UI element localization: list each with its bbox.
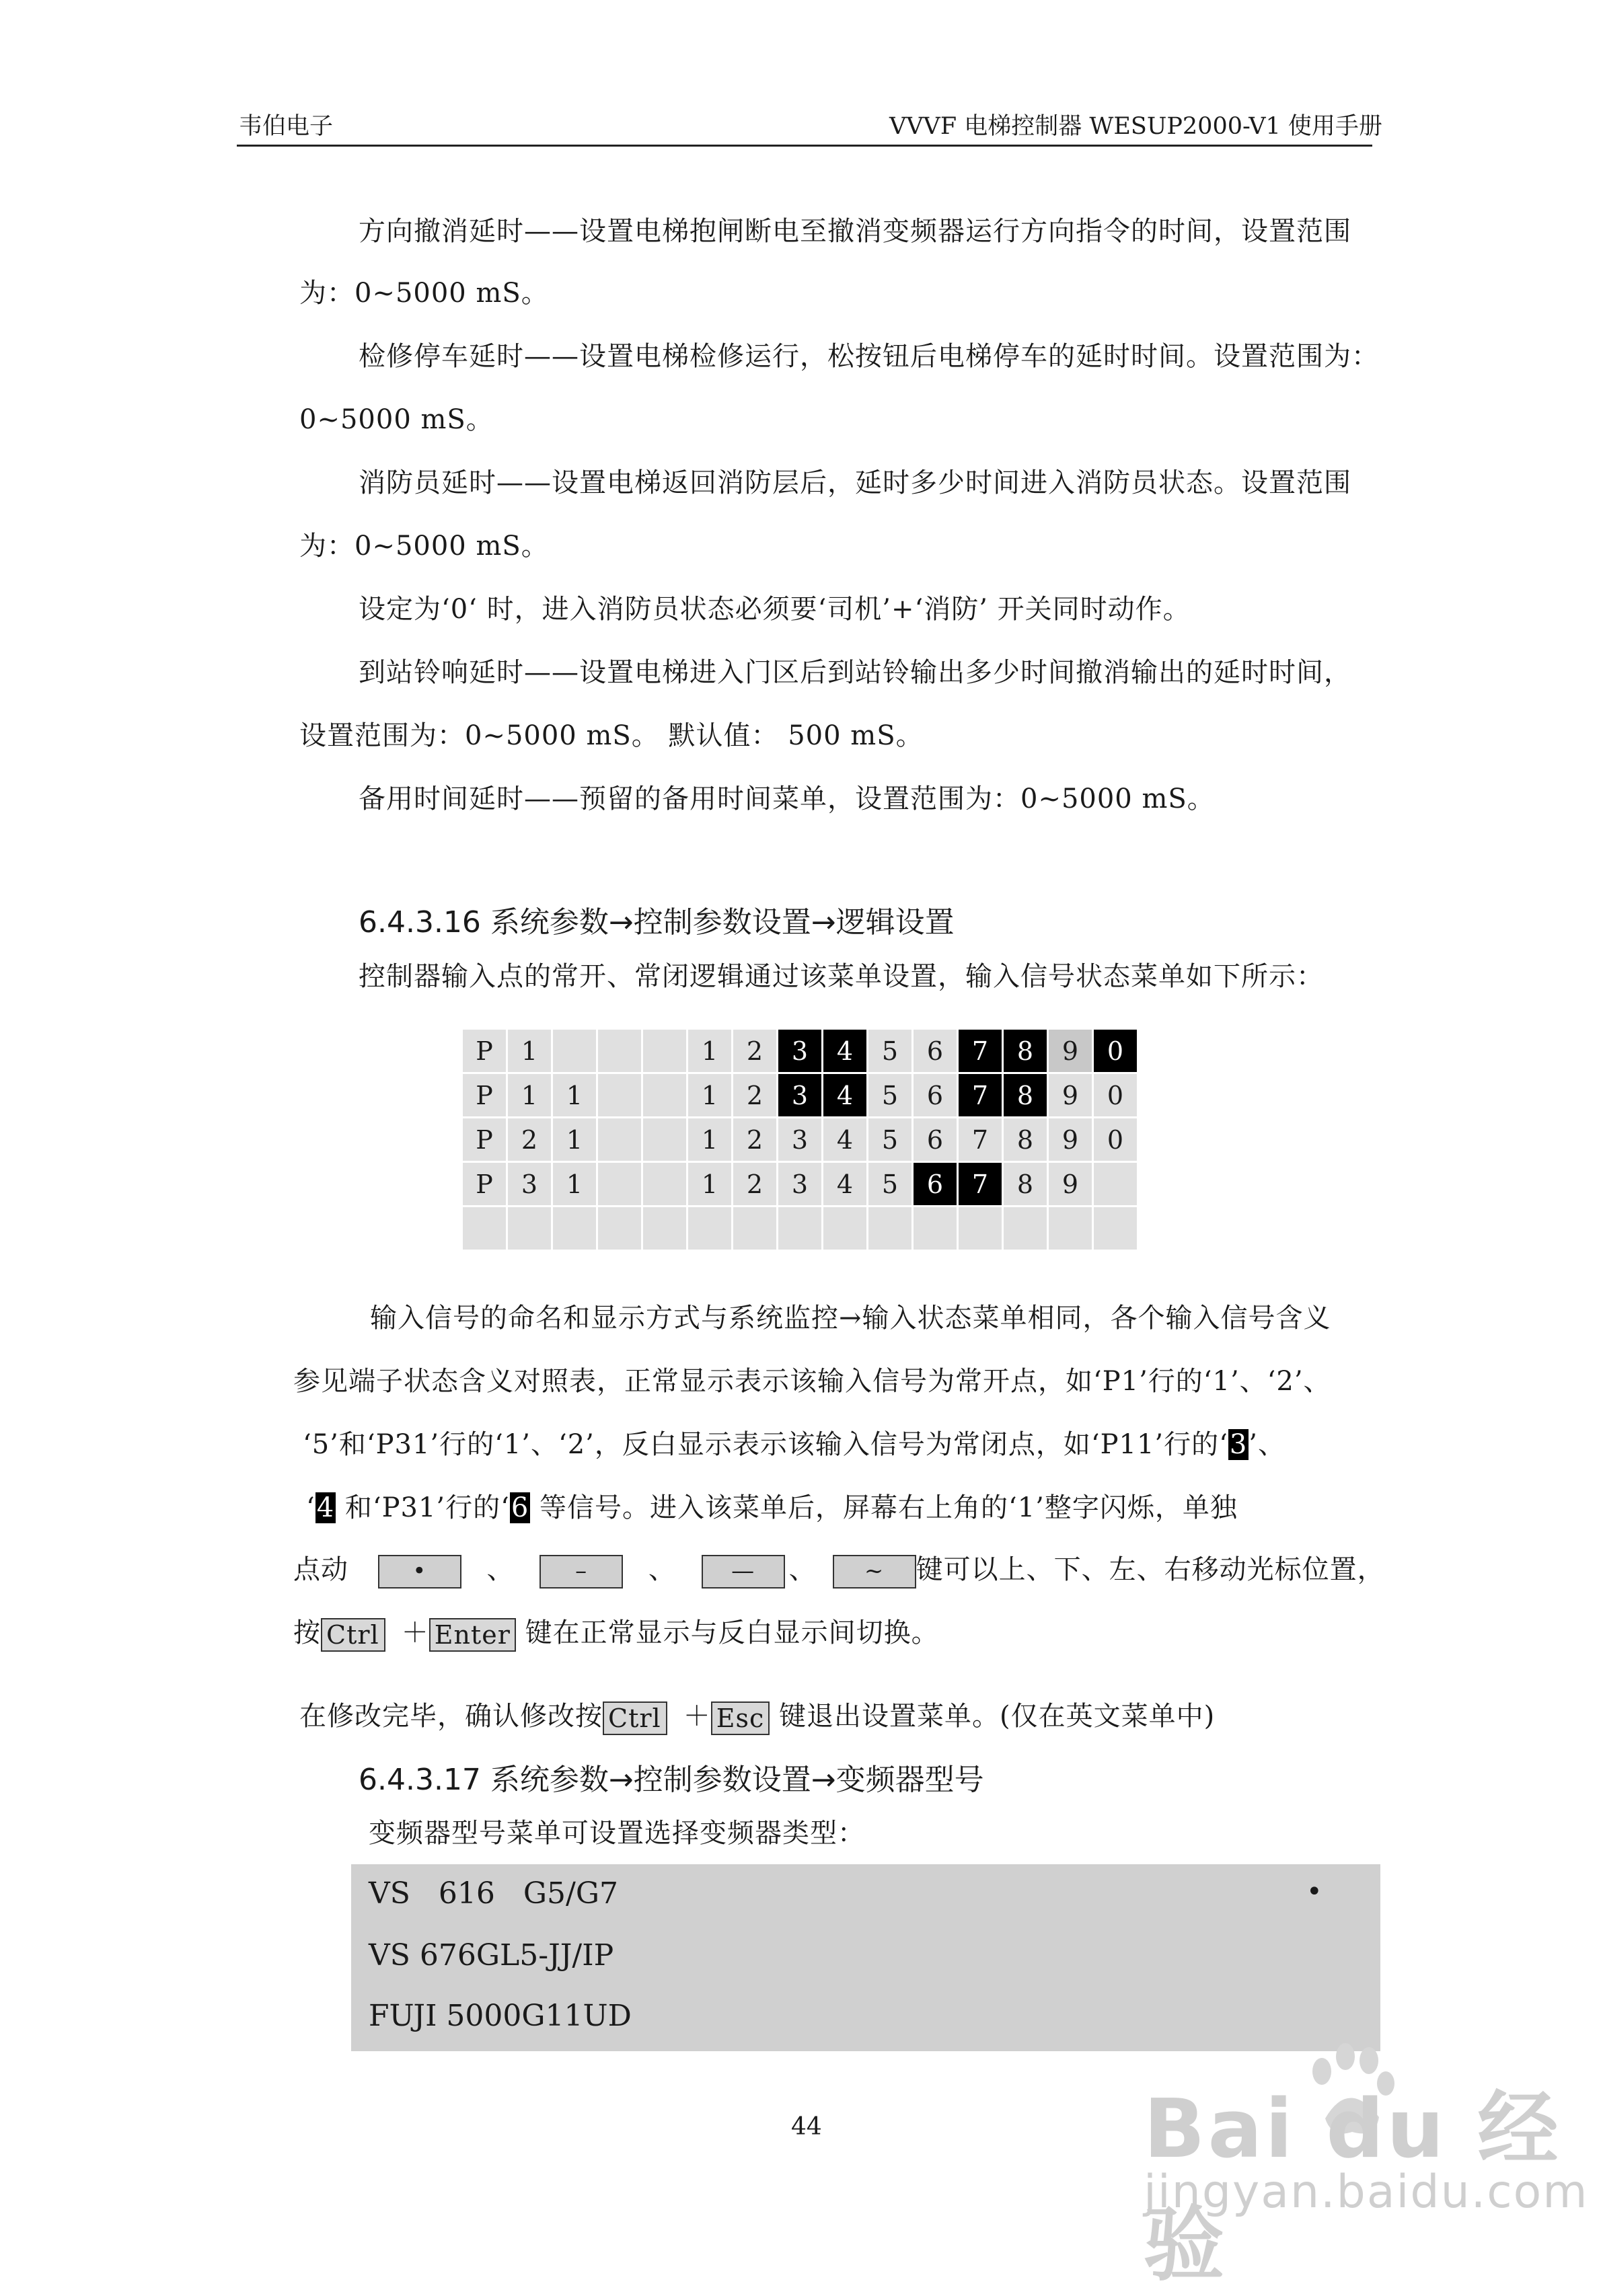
signal-cell: P bbox=[462, 1029, 507, 1073]
signal-cell: 0 bbox=[1093, 1073, 1138, 1118]
signal-cell: 3 bbox=[778, 1162, 823, 1207]
signal-row bbox=[462, 1118, 1138, 1162]
signal-cell: 1 bbox=[507, 1029, 552, 1073]
explain-line-7-end: 键退出设置菜单。(仅在英文菜单中) bbox=[770, 1701, 1216, 1732]
section-intro-logic: 控制器输入点的常开、常闭逻辑通过该菜单设置，输入信号状态菜单如下所示： bbox=[359, 961, 1324, 992]
signal-cell: 4 bbox=[823, 1118, 868, 1162]
paragraph-fireman-delay-range: 为：0~5000 mS。 bbox=[299, 531, 549, 562]
signal-cell: 8 bbox=[1003, 1073, 1048, 1118]
inverter-option-vs616[interactable]: VS 616 G5/G7 bbox=[369, 1876, 618, 1911]
watermark-brand: Bai du 经验 bbox=[1144, 2083, 1561, 2292]
page-number: 44 bbox=[791, 2113, 822, 2141]
signal-cell: 1 bbox=[552, 1162, 597, 1207]
inverter-option-vs676[interactable]: VS 676GL5-JJ/IP bbox=[369, 1938, 614, 1973]
section-title-logic: 6.4.3.16 系统参数→控制参数设置→逻辑设置 bbox=[359, 905, 955, 940]
signal-cell: 8 bbox=[1003, 1029, 1048, 1073]
signal-cell: 1 bbox=[552, 1118, 597, 1162]
explain-line-6-end: 键在正常显示与反白显示间切换。 bbox=[515, 1617, 939, 1648]
signal-row bbox=[462, 1029, 1138, 1073]
signal-cell: 1 bbox=[687, 1118, 733, 1162]
explain-line-5-text: 点动 bbox=[293, 1554, 348, 1585]
signal-cell: 5 bbox=[868, 1162, 913, 1207]
plus-sign: ＋ bbox=[401, 1617, 429, 1648]
section-intro-inverter: 变频器型号菜单可设置选择变频器类型： bbox=[369, 1818, 865, 1849]
paragraph-spare-delay: 备用时间延时——预留的备用时间菜单，设置范围为：0~5000 mS。 bbox=[359, 783, 1215, 814]
paragraph-inspection-delay-range: 0~5000 mS。 bbox=[299, 404, 494, 435]
explain-line-6 bbox=[293, 1611, 939, 1652]
header-divider bbox=[237, 145, 1372, 147]
paragraph-direction-delay-range: 为：0~5000 mS。 bbox=[299, 278, 549, 309]
explain-line-7 bbox=[299, 1695, 1215, 1735]
plus-sign: ＋ bbox=[683, 1701, 711, 1732]
signal-cell bbox=[778, 1207, 823, 1251]
paragraph-inspection-delay: 检修停车延时——设置电梯检修运行，松按钮后电梯停车的延时时间。设置范围为： bbox=[359, 341, 1379, 372]
signal-cell: 1 bbox=[507, 1073, 552, 1118]
right-key[interactable]: ~ bbox=[833, 1555, 916, 1589]
signal-cell bbox=[552, 1029, 597, 1073]
signal-cell: P bbox=[462, 1118, 507, 1162]
signal-cell: 6 bbox=[913, 1073, 958, 1118]
signal-cell bbox=[823, 1207, 868, 1251]
input-signal-table bbox=[461, 1028, 1139, 1252]
explain-line-4-end: 等信号。进入该菜单后，屏幕右上角的‘1’整字闪烁，单独 bbox=[530, 1492, 1238, 1523]
signal-cell: 7 bbox=[958, 1118, 1003, 1162]
signal-cell bbox=[642, 1118, 687, 1162]
signal-cell: 7 bbox=[958, 1029, 1003, 1073]
inverted-signal-3: 3 bbox=[1229, 1429, 1248, 1460]
signal-cell bbox=[552, 1207, 597, 1251]
inverter-option-fuji[interactable]: FUJI 5000G11UD bbox=[369, 1999, 632, 2033]
signal-cell: 9 bbox=[1048, 1029, 1093, 1073]
signal-cell bbox=[642, 1162, 687, 1207]
explain-line-3 bbox=[303, 1423, 1286, 1461]
signal-cell bbox=[597, 1207, 642, 1251]
signal-cell: 1 bbox=[687, 1073, 733, 1118]
up-key[interactable]: • bbox=[378, 1555, 461, 1589]
signal-cell: 5 bbox=[868, 1029, 913, 1073]
signal-cell: 4 bbox=[823, 1162, 868, 1207]
separator: 、 bbox=[486, 1554, 515, 1585]
signal-cell: 3 bbox=[778, 1029, 823, 1073]
explain-line-3-end: ’、 bbox=[1249, 1429, 1286, 1460]
paragraph-fireman-zero: 设定为‘0‘ 时，进入消防员状态必须要‘司机’+‘消防’ 开关同时动作。 bbox=[359, 594, 1191, 625]
signal-cell: 7 bbox=[958, 1162, 1003, 1207]
signal-cell: 2 bbox=[507, 1118, 552, 1162]
left-key[interactable]: — bbox=[702, 1555, 785, 1589]
header-left: 韦伯电子 bbox=[239, 113, 334, 140]
signal-cell: 0 bbox=[1093, 1118, 1138, 1162]
explain-line-4-mid: 和‘P31’行的‘ bbox=[336, 1492, 510, 1523]
ctrl-key[interactable]: Ctrl bbox=[603, 1701, 667, 1735]
signal-cell: 5 bbox=[868, 1073, 913, 1118]
paragraph-fireman-delay: 消防员延时——设置电梯返回消防层后，延时多少时间进入消防员状态。设置范围 bbox=[359, 467, 1351, 498]
enter-key[interactable]: Enter bbox=[429, 1618, 516, 1652]
signal-cell: 9 bbox=[1048, 1118, 1093, 1162]
inverter-menu bbox=[351, 1864, 1380, 2051]
explain-line-6-text: 按 bbox=[293, 1617, 321, 1648]
inverted-signal-6: 6 bbox=[511, 1492, 529, 1523]
signal-cell bbox=[1048, 1207, 1093, 1251]
signal-cell: 6 bbox=[913, 1162, 958, 1207]
signal-cell bbox=[597, 1073, 642, 1118]
signal-cell: 3 bbox=[778, 1073, 823, 1118]
signal-row bbox=[462, 1162, 1138, 1207]
signal-cell: 2 bbox=[733, 1118, 778, 1162]
signal-cell: 2 bbox=[733, 1162, 778, 1207]
signal-cell bbox=[642, 1029, 687, 1073]
signal-cell bbox=[642, 1207, 687, 1251]
signal-row bbox=[462, 1207, 1138, 1251]
signal-cell bbox=[1093, 1207, 1138, 1251]
separator: 、 bbox=[648, 1554, 676, 1585]
signal-cell: 8 bbox=[1003, 1118, 1048, 1162]
esc-key[interactable]: Esc bbox=[711, 1701, 770, 1735]
signal-cell: 1 bbox=[687, 1029, 733, 1073]
signal-cell: 2 bbox=[733, 1073, 778, 1118]
down-key[interactable]: – bbox=[539, 1555, 623, 1589]
ctrl-key[interactable]: Ctrl bbox=[321, 1618, 385, 1652]
signal-cell bbox=[868, 1207, 913, 1251]
explain-line-3-text: ‘5’和‘P31’行的‘1’、‘2’，反白显示表示该输入信号为常闭点，如‘P11’行的‘ bbox=[303, 1429, 1228, 1460]
signal-cell: 4 bbox=[823, 1029, 868, 1073]
signal-cell bbox=[958, 1207, 1003, 1251]
section-title-inverter: 6.4.3.17 系统参数→控制参数设置→变频器型号 bbox=[359, 1763, 984, 1797]
signal-cell bbox=[507, 1207, 552, 1251]
signal-cell: 3 bbox=[507, 1162, 552, 1207]
signal-cell bbox=[913, 1207, 958, 1251]
signal-cell: P bbox=[462, 1073, 507, 1118]
signal-cell bbox=[597, 1029, 642, 1073]
signal-cell bbox=[1093, 1162, 1138, 1207]
inverted-signal-4: 4 bbox=[316, 1492, 335, 1523]
signal-cell: P bbox=[462, 1162, 507, 1207]
explain-line-4 bbox=[306, 1486, 1238, 1525]
signal-cell: 0 bbox=[1093, 1029, 1138, 1073]
menu-cursor-dot: • bbox=[1306, 1876, 1323, 1907]
signal-cell: 4 bbox=[823, 1073, 868, 1118]
signal-cell: 6 bbox=[913, 1029, 958, 1073]
signal-cell: 1 bbox=[552, 1073, 597, 1118]
signal-row bbox=[462, 1073, 1138, 1118]
explain-line-1: 输入信号的命名和显示方式与系统监控→输入状态菜单相同，各个输入信号含义 bbox=[370, 1303, 1331, 1334]
watermark-url: jingyan.baidu.com bbox=[1144, 2166, 1589, 2219]
signal-cell bbox=[642, 1073, 687, 1118]
signal-cell bbox=[733, 1207, 778, 1251]
signal-cell: 1 bbox=[687, 1162, 733, 1207]
paragraph-direction-delay: 方向撤消延时——设置电梯抱闸断电至撤消变频器运行方向指令的时间，设置范围 bbox=[359, 216, 1351, 247]
signal-cell bbox=[597, 1118, 642, 1162]
explain-line-5 bbox=[293, 1548, 1385, 1589]
explain-line-2: 参见端子状态含义对照表，正常显示表示该输入信号为常开点，如‘P1’行的‘1’、‘2’、 bbox=[293, 1366, 1331, 1397]
signal-cell: 7 bbox=[958, 1073, 1003, 1118]
header-right: VVVF 电梯控制器 WESUP2000-V1 使用手册 bbox=[889, 113, 1382, 140]
signal-cell: 2 bbox=[733, 1029, 778, 1073]
signal-cell: 8 bbox=[1003, 1162, 1048, 1207]
signal-cell: 6 bbox=[913, 1118, 958, 1162]
signal-cell bbox=[597, 1162, 642, 1207]
signal-cell bbox=[462, 1207, 507, 1251]
signal-cell: 9 bbox=[1048, 1162, 1093, 1207]
explain-line-4-quote: ‘ bbox=[306, 1492, 315, 1523]
signal-cell bbox=[687, 1207, 733, 1251]
signal-cell bbox=[1003, 1207, 1048, 1251]
signal-cell: 9 bbox=[1048, 1073, 1093, 1118]
signal-cell: 5 bbox=[868, 1118, 913, 1162]
signal-cell: 3 bbox=[778, 1118, 823, 1162]
separator: 、 bbox=[788, 1554, 817, 1585]
explain-line-7-text: 在修改完毕，确认修改按 bbox=[299, 1701, 603, 1732]
paragraph-bell-delay-range: 设置范围为：0~5000 mS。 默认值： 500 mS。 bbox=[299, 720, 924, 751]
explain-line-5-end: 键可以上、下、左、右移动光标位置， bbox=[916, 1554, 1385, 1585]
paragraph-bell-delay: 到站铃响延时——设置电梯进入门区后到站铃输出多少时间撤消输出的延时时间， bbox=[359, 657, 1351, 688]
